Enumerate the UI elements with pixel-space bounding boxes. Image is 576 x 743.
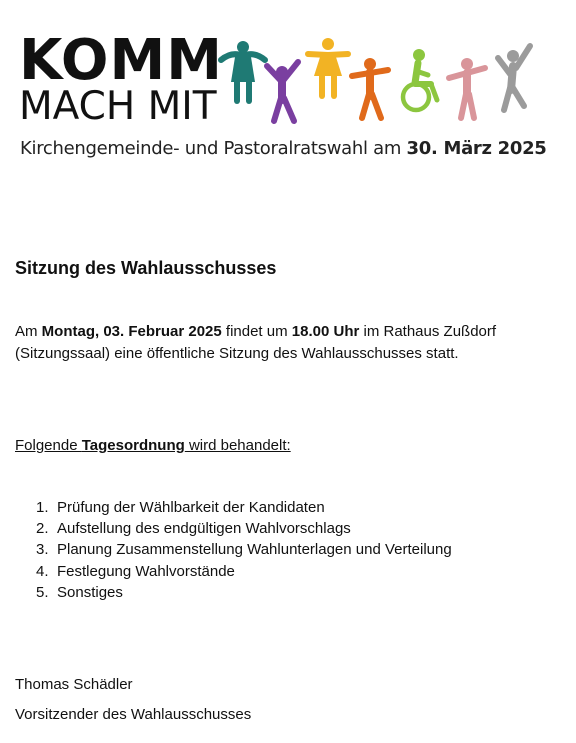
figure-teal-icon [221,41,265,101]
agenda-intro-text: wird behandelt: [184,437,291,454]
subtitle-text: Kirchengemeinde- und Pastoralratswahl am [20,138,407,159]
election-subtitle [20,137,547,161]
header-banner [0,0,576,175]
list-item-text: Festlegung Wahlvorstände [57,562,235,580]
page-title: Sitzung des Wahlausschusses [15,258,277,278]
list-item-text: Aufstellung des endgültigen Wahlvorschlags [57,520,351,538]
meeting-announcement [15,321,555,365]
list-item-text: Prüfung der Wählbarkeit der Kandidaten [57,499,325,516]
list-item [36,539,452,560]
para-text: Am [15,323,42,340]
list-item-text: Planung Zusammenstellung Wahlunterlagen und Verteilung [57,541,452,559]
subtitle-date: 30. März 2025 [406,138,547,159]
agenda-list [36,497,452,603]
agenda-intro-bold: Tagesordnung [81,437,185,454]
list-item-number: 1. [36,499,49,516]
list-item-number: 5. [36,583,49,601]
signatory-role: Vorsitzender des Wahlausschusses [15,706,252,723]
meeting-date: Montag, 03. Februar 2025 [41,323,222,340]
figure-yellow-icon [308,38,348,96]
agenda-intro [15,435,291,457]
figure-grey-icon [498,46,530,110]
list-item [36,518,452,539]
list-item [36,582,452,603]
agenda-intro-text: Folgende [15,437,82,454]
signatory-name: Thomas Schädler [15,676,133,693]
list-item-number: 2. [36,520,49,538]
meeting-time: 18.00 Uhr [291,323,360,340]
logo-title-komm: KOMM [19,28,223,93]
para-text: findet um [221,323,292,340]
logo-title-mach-mit: MACH MIT [19,84,217,129]
list-item-number: 4. [36,562,49,580]
list-item [36,497,452,518]
list-item-number: 3. [36,541,49,559]
figure-orange-icon [352,58,388,118]
figure-green-wheelchair-icon [403,49,437,110]
para-text: im Rathaus Zußdorf [359,323,497,340]
figure-pink-icon [449,58,485,118]
figure-purple-icon [267,62,298,121]
list-item-text: Sonstiges [57,583,123,601]
para-text: (Sitzungssaal) eine öffentliche Sitzung des Wahlausschusses statt. [15,345,459,362]
people-figures-icon [218,38,542,126]
list-item [36,561,452,582]
